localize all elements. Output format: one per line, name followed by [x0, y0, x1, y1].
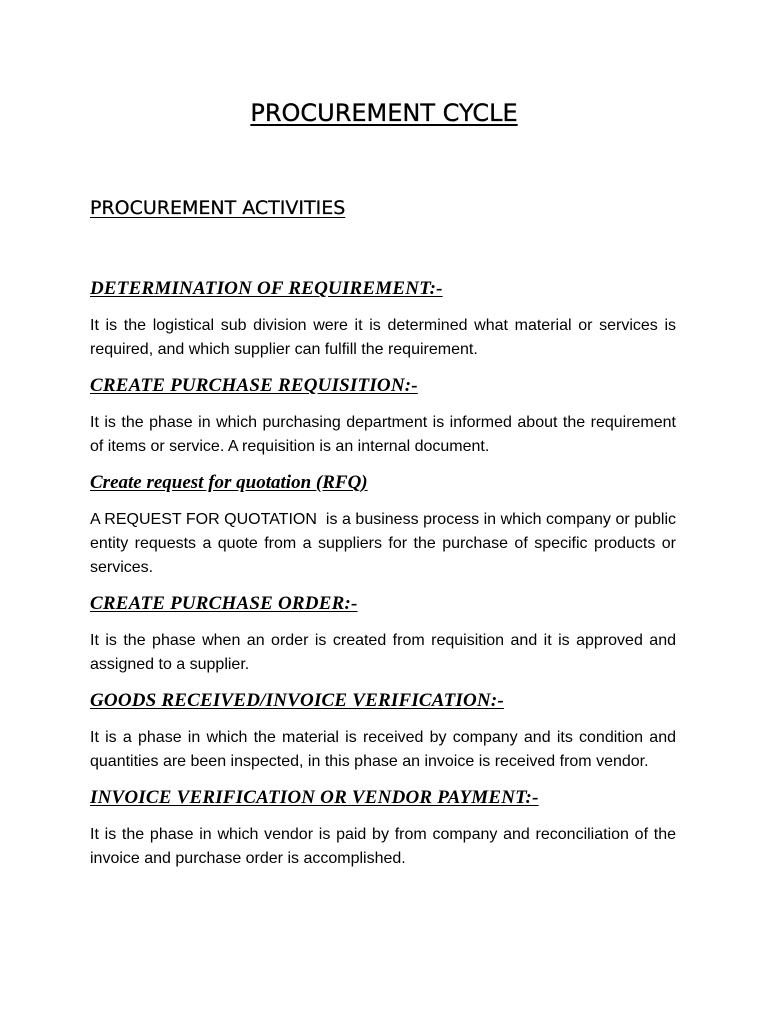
activities-list — [90, 276, 681, 871]
activity-create-rfq — [90, 470, 681, 580]
activity-heading: INVOICE VERIFICATION OR VENDOR PAYMENT:- — [90, 787, 539, 808]
activity-heading: DETERMINATION OF REQUIREMENT:- — [90, 278, 443, 299]
activity-description: It is the phase in which purchasing department is informed about the requirement of items or service. A requisition is an internal document. — [90, 414, 676, 455]
activity-heading: CREATE PURCHASE ORDER:- — [90, 593, 358, 614]
activity-determination-of-requirement — [90, 276, 676, 362]
activity-goods-received-invoice-verification — [90, 688, 676, 774]
activity-description: A REQUEST FOR QUOTATION is a business process in which company or public entity requests a quote from a suppliers for the purchase of specific products or services. — [90, 511, 681, 576]
activity-description: It is a phase in which the material is received by company and its condition and quantities are been inspected, in this phase an invoice is received from vendor. — [90, 729, 676, 770]
activity-create-purchase-requisition — [90, 373, 676, 459]
activity-invoice-verification-vendor-payment — [90, 785, 676, 871]
activity-description: It is the phase in which vendor is paid by from company and reconciliation of the invoice and purchase order is accomplished. — [90, 826, 676, 867]
activity-description: It is the phase when an order is created from requisition and it is approved and assigned to a supplier. — [90, 632, 676, 673]
document-title: PROCUREMENT CYCLE — [250, 99, 518, 127]
activity-heading: Create request for quotation (RFQ) — [90, 472, 368, 493]
activity-create-purchase-order — [90, 591, 676, 677]
activity-heading: GOODS RECEIVED/INVOICE VERIFICATION:- — [90, 690, 504, 711]
section-heading: PROCUREMENT ACTIVITIES — [90, 197, 346, 219]
activity-description: It is the logistical sub division were it is determined what material or services is required, and which supplier can fulfill the requirement. — [90, 317, 676, 358]
activity-heading: CREATE PURCHASE REQUISITION:- — [90, 375, 418, 396]
